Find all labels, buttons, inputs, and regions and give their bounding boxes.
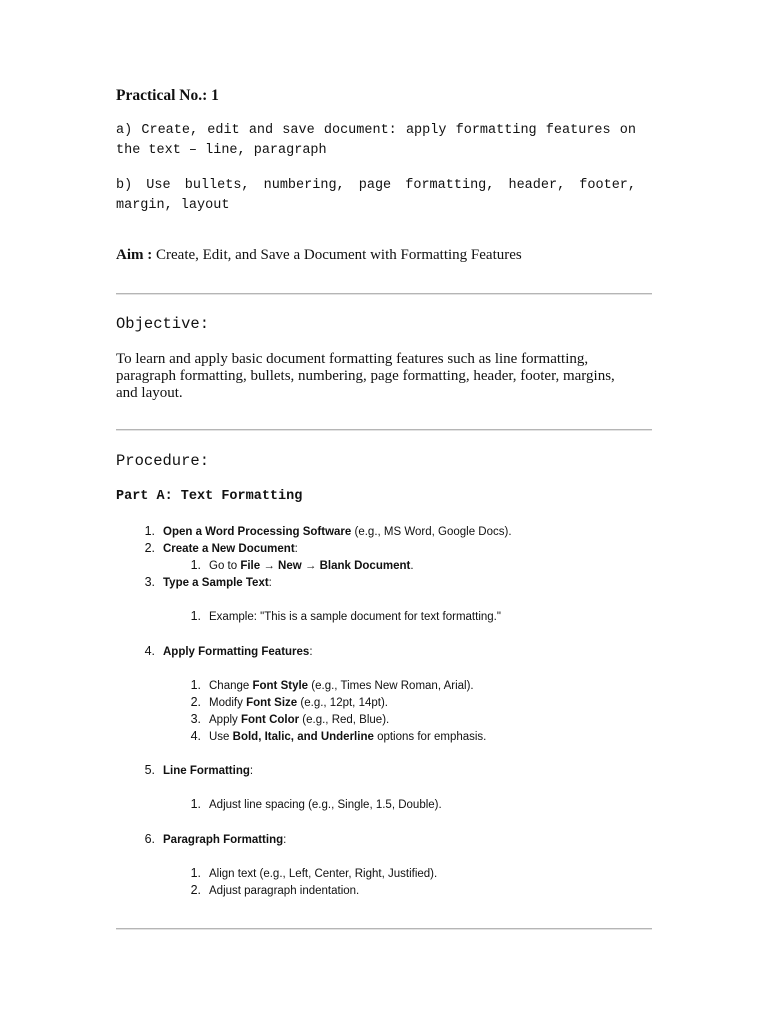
substep-text: Adjust line spacing (e.g., Single, 1.5, Double). bbox=[209, 799, 442, 811]
substep-number: 2. bbox=[190, 883, 201, 897]
step-bold-text: Apply Formatting Features bbox=[163, 646, 310, 658]
objective-heading: Objective: bbox=[116, 315, 210, 333]
step-rest-text: : bbox=[283, 834, 287, 846]
horizontal-rule bbox=[116, 928, 652, 930]
substep-item bbox=[209, 714, 389, 726]
step-bold-text: Line Formatting bbox=[163, 765, 250, 777]
substep-bold-text: Bold, Italic, and Underline bbox=[232, 731, 374, 743]
substep-number: 1. bbox=[190, 678, 201, 692]
step-bold-text: Create a New Document bbox=[163, 543, 295, 555]
aim-text: Create, Edit, and Save a Document with Formatting Features bbox=[156, 247, 522, 263]
aim-label: Aim : bbox=[116, 247, 153, 263]
substep-bold-text: Blank Document bbox=[319, 560, 411, 572]
practical-title: Practical No.: 1 bbox=[116, 87, 219, 104]
substep-text: Align text (e.g., Left, Center, Right, Justified). bbox=[209, 868, 438, 880]
substep-number: 1. bbox=[190, 609, 201, 623]
substep-text: Go to bbox=[209, 560, 241, 572]
step-item bbox=[163, 765, 253, 777]
substep-text: Change bbox=[209, 680, 253, 692]
horizontal-rule bbox=[116, 293, 652, 295]
step-bold-text: Paragraph Formatting bbox=[163, 834, 284, 846]
substep-number: 4. bbox=[190, 729, 201, 743]
substep-text: (e.g., Times New Roman, Arial). bbox=[308, 680, 474, 692]
step-bold-text: Type a Sample Text bbox=[163, 577, 269, 589]
procedure-heading: Procedure: bbox=[116, 452, 210, 470]
substep-bold-text: File bbox=[240, 560, 261, 572]
step-number: 1. bbox=[144, 524, 155, 538]
substep-text: (e.g., 12pt, 14pt). bbox=[297, 697, 388, 709]
substep-item bbox=[209, 680, 474, 692]
aim-line bbox=[116, 247, 522, 264]
step-rest-text: (e.g., MS Word, Google Docs). bbox=[351, 526, 512, 538]
step-rest-text: : bbox=[294, 543, 298, 555]
substep-bold-text: Font Size bbox=[246, 697, 298, 709]
substep-text: Apply bbox=[209, 714, 241, 726]
substep-text: Adjust paragraph indentation. bbox=[209, 885, 360, 897]
substep-text: → bbox=[260, 560, 279, 572]
part-a-heading: Part A: Text Formatting bbox=[116, 489, 303, 504]
step-bold-text: Open a Word Processing Software bbox=[163, 526, 352, 538]
substep-number: 1. bbox=[190, 797, 201, 811]
substep-number: 3. bbox=[190, 712, 201, 726]
substep-text: → bbox=[301, 560, 320, 572]
task-a-text: a) Create, edit and save document: apply formatting features on the text – line, paragraph bbox=[116, 123, 636, 158]
step-rest-text: : bbox=[309, 646, 313, 658]
substep-text: Modify bbox=[209, 697, 247, 709]
objective-text: To learn and apply basic document formatting features such as line formatting, paragraph formatting, bullets, numbering, page formatting, header, footer, margins, and layout. bbox=[116, 351, 615, 401]
step-number: 3. bbox=[144, 575, 155, 589]
substep-item bbox=[209, 731, 486, 743]
substep-bold-text: Font Style bbox=[252, 680, 309, 692]
substep-item bbox=[209, 697, 388, 709]
step-number: 5. bbox=[144, 763, 155, 777]
substep-text: (e.g., Red, Blue). bbox=[299, 714, 390, 726]
step-rest-text: : bbox=[249, 765, 254, 777]
step-item bbox=[163, 646, 313, 658]
task-b-text: b) Use bullets, numbering, page formatting, header, footer, margin, layout bbox=[116, 178, 636, 213]
substep-text: . bbox=[410, 560, 414, 572]
substep-text: options for emphasis. bbox=[373, 731, 487, 743]
step-number: 4. bbox=[144, 644, 155, 658]
step-number: 6. bbox=[144, 832, 155, 846]
substep-number: 1. bbox=[190, 866, 201, 880]
step-rest-text: : bbox=[268, 577, 272, 589]
substep-number: 2. bbox=[190, 695, 201, 709]
substep-text: Use bbox=[209, 731, 233, 743]
substep-bold-text: Font Color bbox=[240, 714, 300, 726]
substep-text: Example: "This is a sample document for text formatting." bbox=[209, 611, 501, 623]
step-number: 2. bbox=[144, 541, 155, 555]
step-item bbox=[163, 834, 286, 846]
step-item bbox=[163, 543, 298, 555]
step-item bbox=[163, 526, 512, 538]
horizontal-rule bbox=[116, 429, 652, 431]
substep-bold-text: New bbox=[278, 560, 302, 572]
step-item bbox=[163, 577, 272, 589]
substep-number: 1. bbox=[190, 558, 201, 572]
substep-item bbox=[209, 560, 414, 572]
